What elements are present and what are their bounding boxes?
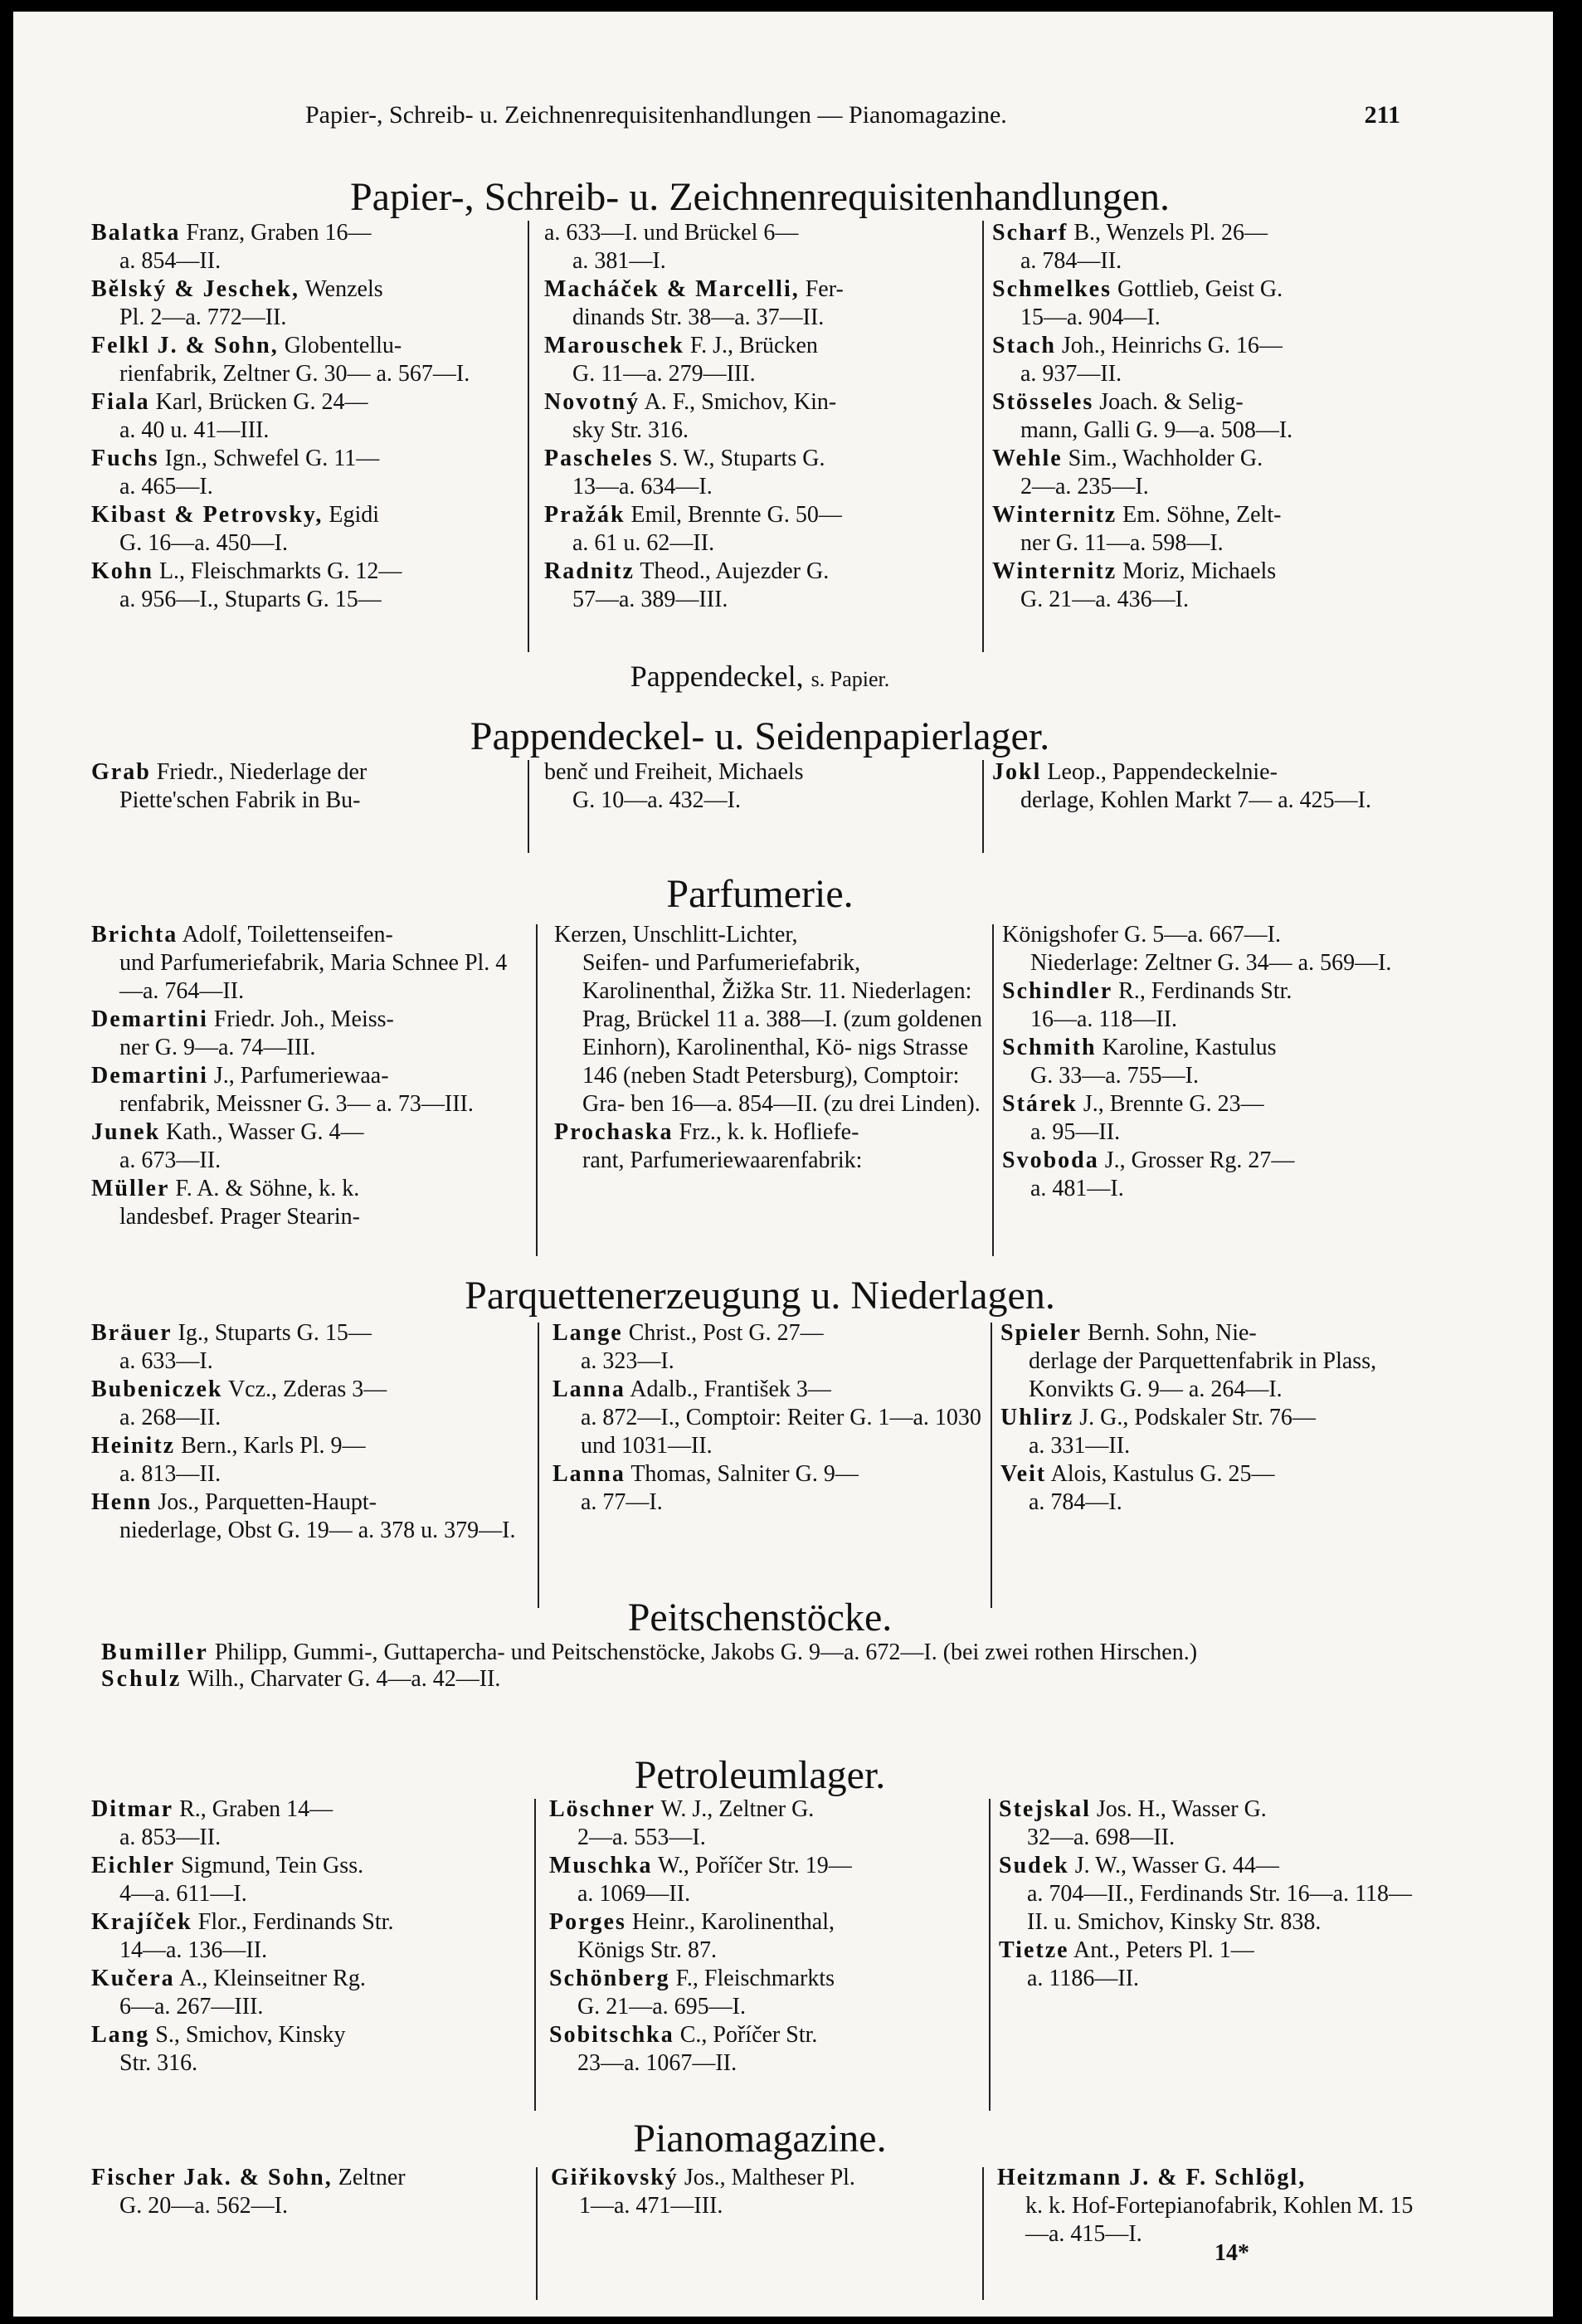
pappendeckel-col-2	[544, 758, 976, 815]
directory-entry	[992, 388, 1424, 445]
entry-detail: C., Poříčer Str.	[674, 2022, 818, 2048]
entry-continuation: landesbef. Prager Stearin-	[119, 1204, 360, 1230]
directory-entry	[992, 275, 1424, 332]
directory-entry	[91, 501, 523, 558]
entry-continuation: 32—a. 698—II.	[1027, 1825, 1176, 1850]
directory-entry	[999, 1795, 1430, 1852]
entry-name: Prochaska	[554, 1119, 674, 1145]
directory-entry	[992, 219, 1424, 275]
entry-detail: Friedr. Joh., Meiss-	[207, 1006, 394, 1032]
entry-name: Müller	[91, 1176, 170, 1201]
entry-detail: Adolf, Toilettenseifen-	[178, 922, 393, 948]
entry-continuation: a. 465—I.	[119, 474, 213, 499]
entry-continuation: Seifen- und Parfumeriefabrik, Karolinenthal, Žižka Str. 11. Niederlagen: Prag, Brückel 11 a. 388—I. (zum goldenen Einhorn), Karolinenthal, Kö- nigs Strasse 146 (neben Stadt Petersburg), Comptoir: Gra- ben 16—a. 854—II. (zu drei Linden).	[582, 950, 982, 1117]
page-number: 211	[1364, 101, 1400, 129]
directory-entry	[554, 921, 986, 1118]
document-page	[13, 12, 1553, 2317]
directory-entry	[91, 388, 523, 445]
section-title-parquetten: Parquettenerzeugung u. Niederlagen.	[465, 1274, 1055, 1318]
entry-name: Bumiller	[101, 1639, 209, 1665]
column-divider	[528, 760, 529, 853]
directory-entry	[544, 332, 976, 388]
directory-entry	[544, 558, 976, 614]
entry-continuation: G. 21—a. 695—I.	[577, 1994, 746, 2019]
entry-detail: Zeltner	[332, 2165, 406, 2190]
entry-detail: Bern., Karls Pl. 9—	[175, 1433, 366, 1459]
entry-continuation: rienfabrik, Zeltner G. 30— a. 567—I.	[119, 361, 470, 387]
entry-continuation: a. 77—I.	[581, 1489, 663, 1515]
column-divider	[989, 1799, 991, 2111]
directory-entry	[91, 1118, 523, 1175]
entry-detail: Joach. & Selig-	[1093, 389, 1244, 415]
entry-name: Löschner	[549, 1796, 655, 1822]
entry-continuation: a. 784—II.	[1020, 248, 1122, 274]
directory-entry	[544, 219, 976, 275]
entry-name: Lanna	[552, 1461, 625, 1487]
entry-continuation: 15—a. 904—I.	[1020, 305, 1161, 330]
entry-name: Bubeniczek	[91, 1376, 223, 1402]
entry-continuation: G. 20—a. 562—I.	[119, 2193, 288, 2219]
section-title-parfumerie: Parfumerie.	[666, 872, 854, 916]
petroleum-col-1	[91, 1795, 523, 2078]
directory-entry	[552, 1376, 984, 1460]
entry-continuation: derlage der Parquettenfabrik in Plass, Konvikts G. 9— a. 264—I.	[1029, 1348, 1377, 1402]
entry-detail: Em. Söhne, Zelt-	[1117, 502, 1282, 528]
entry-detail: Jos., Parquetten-Haupt-	[152, 1489, 377, 1515]
entry-name: Stárek	[1002, 1091, 1078, 1117]
entry-name: Brichta	[91, 922, 178, 948]
entry-detail: Kath., Wasser G. 4—	[160, 1119, 364, 1145]
directory-entry	[91, 2021, 523, 2078]
entry-continuation: 2—a. 235—I.	[1020, 474, 1149, 499]
directory-entry	[1002, 921, 1434, 977]
directory-entry	[91, 1175, 523, 1231]
entry-name: Felkl J. & Sohn,	[91, 333, 279, 358]
entry-detail: Moriz, Michaels	[1117, 558, 1277, 584]
directory-entry	[992, 558, 1424, 614]
entry-detail: Bernh. Sohn, Nie-	[1082, 1320, 1257, 1346]
entry-continuation: Niederlage: Zeltner G. 34— a. 569—I.	[1030, 950, 1392, 976]
directory-entry	[91, 1376, 523, 1432]
entry-detail: a. 633—I. und Brückel 6—	[544, 220, 799, 246]
entry-detail: Heinr., Karolinenthal,	[625, 1909, 835, 1935]
entry-detail: Ign., Schwefel G. 11—	[158, 446, 380, 471]
entry-name: Marouschek	[544, 333, 684, 358]
entry-name: Svoboda	[1002, 1147, 1099, 1173]
entry-detail: Ant., Peters Pl. 1—	[1068, 1937, 1254, 1963]
directory-entry	[992, 758, 1424, 815]
entry-continuation: mann, Galli G. 9—a. 508—I.	[1020, 417, 1293, 443]
entry-continuation: rant, Parfumeriewaarenfabrik:	[582, 1147, 863, 1173]
entry-detail: S. W., Stuparts G.	[653, 446, 825, 471]
entry-name: Winternitz	[992, 558, 1117, 584]
entry-continuation: a. 784—I.	[1029, 1489, 1122, 1515]
entry-continuation: a. 1069—II.	[577, 1881, 691, 1907]
entry-detail: J., Grosser Rg. 27—	[1098, 1147, 1295, 1173]
entry-name: Scharf	[992, 220, 1068, 246]
pappendeckel-col-1	[91, 758, 523, 815]
crossref-title: Pappendeckel,	[630, 660, 804, 693]
directory-entry	[91, 921, 523, 1006]
entry-name: Uhlirz	[1000, 1405, 1074, 1430]
entry-continuation: a. 381—I.	[572, 248, 666, 274]
directory-entry	[91, 1062, 523, 1118]
column-divider	[538, 1323, 539, 1608]
papier-col-1	[91, 219, 523, 614]
entry-name: Bräuer	[91, 1320, 173, 1346]
directory-entry	[91, 1908, 523, 1965]
entry-name: Kibast & Petrovsky,	[91, 502, 324, 528]
entry-continuation: ner G. 11—a. 598—I.	[1020, 530, 1224, 556]
entry-continuation: G. 33—a. 755—I.	[1030, 1063, 1199, 1089]
entry-detail: Jos. H., Wasser G.	[1090, 1796, 1267, 1822]
papier-col-2	[544, 219, 976, 614]
entry-continuation: k. k. Hof-Fortepianofabrik, Kohlen M. 15—a. 415—I.	[1025, 2193, 1414, 2247]
entry-name: Schindler	[1002, 978, 1113, 1004]
entry-name: Heinitz	[91, 1433, 176, 1459]
entry-detail: Karl, Brücken G. 24—	[149, 389, 368, 415]
column-divider	[982, 760, 984, 853]
entry-continuation: a. 331—II.	[1029, 1433, 1131, 1459]
directory-entry	[999, 1937, 1430, 1993]
entry-detail: Thomas, Salniter G. 9—	[625, 1461, 859, 1487]
entry-continuation: G. 21—a. 436—I.	[1020, 587, 1189, 612]
entry-detail: Globentellu-	[278, 333, 402, 358]
entry-continuation: a. 95—II.	[1030, 1119, 1121, 1145]
section-title-papier: Papier-, Schreib- u. Zeichnenrequisitenhandlungen.	[349, 175, 1171, 219]
entry-name: Demartini	[91, 1063, 208, 1089]
entry-continuation: 2—a. 553—I.	[577, 1825, 706, 1850]
entry-name: Wehle	[992, 446, 1063, 471]
entry-name: Porges	[549, 1909, 626, 1935]
entry-name: Spieler	[1000, 1320, 1082, 1346]
entry-name: Grab	[91, 759, 151, 785]
entry-name: Fiala	[91, 389, 150, 415]
entry-continuation: 23—a. 1067—II.	[577, 2050, 737, 2076]
directory-entry	[549, 1965, 981, 2021]
entry-continuation: sky Str. 316.	[572, 417, 689, 443]
entry-detail: J., Brennte G. 23—	[1077, 1091, 1264, 1117]
entry-continuation: G. 11—a. 279—III.	[572, 361, 756, 387]
entry-name: Balatka	[91, 220, 181, 246]
entry-continuation: 13—a. 634—I.	[572, 474, 713, 499]
column-divider	[991, 1323, 992, 1608]
entry-name: Heitzmann J. & F. Schlögl,	[997, 2165, 1307, 2190]
directory-entry	[1000, 1460, 1432, 1517]
header-title: Papier-, Schreib- u. Zeichnenrequisitenhandlungen — Pianomagazine.	[305, 101, 1007, 129]
directory-entry	[544, 445, 976, 501]
entry-name: Winternitz	[992, 502, 1117, 528]
entry-continuation: a. 937—II.	[1020, 361, 1122, 387]
directory-entry	[1002, 1090, 1434, 1147]
entry-name: Sobitschka	[549, 2022, 674, 2048]
signature-mark: 14*	[1214, 2240, 1249, 2266]
directory-entry	[997, 2164, 1429, 2248]
entry-detail: Wenzels	[299, 276, 383, 302]
entry-name: Giřikovský	[551, 2165, 679, 2190]
entry-name: Lanna	[552, 1376, 625, 1402]
directory-entry	[91, 1488, 523, 1545]
directory-entry	[549, 1795, 981, 1852]
entry-name: Eichler	[91, 1853, 176, 1878]
directory-entry	[549, 1908, 981, 1965]
piano-col-1	[91, 2164, 523, 2220]
entry-name: Stejskal	[999, 1796, 1091, 1822]
entry-detail: Gottlieb, Geist G.	[1112, 276, 1283, 302]
entry-detail: Frz., k. k. Hofliefe-	[673, 1119, 859, 1145]
entry-name: Veit	[1000, 1461, 1047, 1487]
entry-detail: J., Parfumeriewaa-	[207, 1063, 389, 1089]
entry-detail: Adalb., František 3—	[625, 1376, 831, 1402]
entry-continuation: a. 854—II.	[119, 248, 221, 274]
entry-name: Stösseles	[992, 389, 1094, 415]
entry-continuation: G. 16—a. 450—I.	[119, 530, 288, 556]
directory-entry	[1002, 1147, 1434, 1203]
directory-entry	[91, 1965, 523, 2021]
column-divider	[536, 2167, 538, 2300]
entry-detail: Sim., Wachholder G.	[1062, 446, 1263, 471]
parfumerie-col-2	[554, 921, 986, 1175]
pappendeckel-crossref	[630, 659, 890, 694]
entry-detail: L., Fleischmarkts G. 12—	[153, 558, 402, 584]
piano-col-3	[997, 2164, 1429, 2248]
entry-detail: Flor., Ferdinands Str.	[192, 1909, 394, 1935]
entry-detail: F., Fleischmarkts	[669, 1966, 835, 1991]
directory-entry	[91, 1006, 523, 1062]
section-title-petroleum: Petroleumlager.	[634, 1753, 886, 1797]
directory-entry	[544, 758, 976, 815]
entry-detail: Kerzen, Unschlitt-Lichter,	[554, 922, 798, 948]
entry-detail: J. W., Wasser G. 44—	[1068, 1853, 1279, 1878]
section-title-piano: Pianomagazine.	[633, 2117, 887, 2161]
section-title-peitschen: Peitschenstöcke.	[627, 1596, 893, 1639]
entry-name: Bělský & Jeschek,	[91, 276, 299, 302]
directory-entry	[992, 332, 1424, 388]
entry-detail: W., Poříčer Str. 19—	[652, 1853, 852, 1878]
peitschen-list	[101, 1639, 1445, 1693]
directory-entry	[91, 1432, 523, 1488]
directory-entry	[549, 2021, 981, 2078]
entry-continuation: ner G. 9—a. 74—III.	[119, 1035, 316, 1060]
entry-detail: Egidi	[323, 502, 380, 528]
entry-name: Pražák	[544, 502, 625, 528]
entry-detail: A. F., Smichov, Kin-	[640, 389, 837, 415]
entry-continuation: G. 10—a. 432—I.	[572, 787, 741, 813]
entry-continuation: 57—a. 389—III.	[572, 587, 728, 612]
entry-detail: Friedr., Niederlage der	[150, 759, 368, 785]
directory-entry	[91, 1795, 523, 1852]
directory-entry	[91, 2164, 523, 2220]
entry-name: Henn	[91, 1489, 153, 1515]
entry-detail: Leop., Pappendeckelnie-	[1041, 759, 1278, 785]
entry-detail: Vcz., Zderas 3—	[222, 1376, 387, 1402]
entry-detail: J. G., Podskaler Str. 76—	[1073, 1405, 1316, 1430]
entry-name: Sudek	[999, 1853, 1069, 1878]
entry-continuation: a. 956—I., Stuparts G. 15—	[119, 587, 382, 612]
entry-continuation: und Parfumeriefabrik, Maria Schnee Pl. 4—a. 764—II.	[119, 950, 508, 1004]
entry-continuation: 1—a. 471—III.	[579, 2193, 723, 2219]
entry-continuation: renfabrik, Meissner G. 3— a. 73—III.	[119, 1091, 474, 1117]
entry-continuation: niederlage, Obst G. 19— a. 378 u. 379—I.	[119, 1518, 516, 1543]
directory-entry	[999, 1852, 1430, 1937]
entry-name: Schmelkes	[992, 276, 1112, 302]
directory-entry	[549, 1852, 981, 1908]
crossref-target: s. Papier.	[810, 667, 890, 691]
entry-detail: benč und Freiheit, Michaels	[544, 759, 804, 785]
directory-entry	[544, 275, 976, 332]
entry-continuation: a. 40 u. 41—III.	[119, 417, 270, 443]
entry-continuation: Piette'schen Fabrik in Bu-	[119, 787, 361, 813]
directory-entry	[91, 275, 523, 332]
directory-entry	[544, 388, 976, 445]
entry-continuation: 4—a. 611—I.	[119, 1881, 247, 1907]
entry-name: Ditmar	[91, 1796, 174, 1822]
entry-continuation: dinands Str. 38—a. 37—II.	[572, 305, 825, 330]
entry-detail: Theod., Aujezder G.	[634, 558, 830, 584]
parquetten-col-3	[1000, 1319, 1432, 1517]
entry-name: Fischer Jak. & Sohn,	[91, 2165, 333, 2190]
directory-entry	[554, 1118, 986, 1175]
entry-name: Lang	[91, 2022, 150, 2048]
entry-continuation: a. 61 u. 62—II.	[572, 530, 715, 556]
entry-detail: F. J., Brücken	[684, 333, 818, 358]
entry-continuation: Str. 316.	[119, 2050, 198, 2076]
parfumerie-col-3	[1002, 921, 1434, 1203]
entry-name: Macháček & Marcelli,	[544, 276, 800, 302]
entry-name: Schulz	[101, 1666, 183, 1692]
directory-entry	[551, 2164, 982, 2220]
entry-continuation: a. 872—I., Comptoir: Reiter G. 1—a. 1030 und 1031—II.	[581, 1405, 981, 1459]
section-title-pappendeckel: Pappendeckel- u. Seidenpapierlager.	[470, 714, 1050, 758]
directory-entry	[992, 445, 1424, 501]
entry-detail: B., Wenzels Pl. 26—	[1068, 220, 1268, 246]
entry-detail: S., Smichov, Kinsky	[149, 2022, 346, 2048]
entry-name: Fuchs	[91, 446, 159, 471]
entry-continuation: Pl. 2—a. 772—II.	[119, 305, 287, 330]
entry-name: Krajíček	[91, 1909, 192, 1935]
directory-entry	[552, 1460, 984, 1517]
entry-name: Muschka	[549, 1853, 653, 1878]
directory-entry	[91, 332, 523, 388]
entry-detail: R., Ferdinands Str.	[1112, 978, 1292, 1004]
entry-name: Kučera	[91, 1966, 175, 1991]
directory-entry	[91, 758, 523, 815]
entry-continuation: derlage, Kohlen Markt 7— a. 425—I.	[1020, 787, 1371, 813]
entry-detail: Joh., Heinrichs G. 16—	[1055, 333, 1283, 358]
entry-detail: Alois, Kastulus G. 25—	[1046, 1461, 1275, 1487]
entry-continuation: 6—a. 267—III.	[119, 1994, 264, 2019]
entry-name: Pascheles	[544, 446, 654, 471]
entry-name: Junek	[91, 1119, 161, 1145]
entry-detail: Franz, Graben 16—	[180, 220, 372, 246]
petroleum-col-3	[999, 1795, 1430, 1993]
entry-detail: Fer-	[799, 276, 844, 302]
directory-entry	[91, 445, 523, 501]
papier-col-3	[992, 219, 1424, 614]
entry-detail: R., Graben 14—	[173, 1796, 333, 1822]
entry-continuation: a. 323—I.	[581, 1348, 674, 1374]
entry-name: Novotný	[544, 389, 640, 415]
entry-continuation: a. 268—II.	[119, 1405, 221, 1430]
entry-detail: Wilh., Charvater G. 4—a. 42—II.	[182, 1666, 501, 1692]
entry-detail: Karoline, Kastulus	[1096, 1035, 1277, 1060]
column-divider	[992, 924, 994, 1256]
directory-entry	[1002, 1034, 1434, 1090]
directory-entry	[91, 1852, 523, 1908]
parfumerie-col-1	[91, 921, 523, 1231]
directory-entry	[91, 558, 523, 614]
entry-continuation: a. 1186—II.	[1027, 1966, 1140, 1991]
petroleum-col-2	[549, 1795, 981, 2078]
entry-name: Stach	[992, 333, 1056, 358]
entry-detail: F. A. & Söhne, k. k.	[169, 1176, 360, 1201]
directory-entry	[1000, 1404, 1432, 1460]
pappendeckel-col-3	[992, 758, 1424, 815]
entry-detail: Philipp, Gummi-, Guttapercha- und Peitschenstöcke, Jakobs G. 9—a. 672—I. (bei zwei rothen Hirschen.)	[208, 1639, 1198, 1665]
directory-entry	[101, 1666, 1445, 1693]
parquetten-col-1	[91, 1319, 523, 1545]
column-divider	[528, 221, 529, 652]
column-divider	[536, 924, 538, 1256]
entry-continuation: a. 853—II.	[119, 1825, 221, 1850]
parquetten-col-2	[552, 1319, 984, 1517]
entry-name: Kohn	[91, 558, 153, 584]
column-divider	[982, 221, 984, 652]
directory-entry	[101, 1639, 1445, 1666]
entry-detail: W. J., Zeltner G.	[655, 1796, 815, 1822]
entry-detail: Christ., Post G. 27—	[622, 1320, 824, 1346]
entry-name: Radnitz	[544, 558, 635, 584]
entry-detail: Ig., Stuparts G. 15—	[172, 1320, 372, 1346]
entry-name: Tietze	[999, 1937, 1069, 1963]
entry-name: Jokl	[992, 759, 1042, 785]
entry-name: Demartini	[91, 1006, 208, 1032]
directory-entry	[552, 1319, 984, 1376]
directory-entry	[1002, 977, 1434, 1034]
entry-continuation: a. 673—II.	[119, 1147, 221, 1173]
piano-col-2	[551, 2164, 982, 2220]
entry-name: Lange	[552, 1320, 623, 1346]
directory-entry	[91, 1319, 523, 1376]
entry-continuation: 16—a. 118—II.	[1030, 1006, 1178, 1032]
entry-detail: A., Kleinseitner Rg.	[174, 1966, 366, 1991]
entry-detail: Königshofer G. 5—a. 667—I.	[1002, 922, 1281, 948]
entry-detail: Sigmund, Tein Gss.	[175, 1853, 364, 1878]
entry-detail: Emil, Brennte G. 50—	[625, 502, 842, 528]
column-divider	[982, 2167, 984, 2300]
entry-detail: Jos., Maltheser Pl.	[678, 2165, 855, 2190]
entry-continuation: a. 633—I.	[119, 1348, 213, 1374]
entry-name: Schmith	[1002, 1035, 1097, 1060]
entry-name: Schönberg	[549, 1966, 670, 1991]
entry-continuation: 14—a. 136—II.	[119, 1937, 268, 1963]
entry-continuation: Königs Str. 87.	[577, 1937, 718, 1963]
entry-continuation: a. 813—II.	[119, 1461, 221, 1487]
entry-continuation: a. 704—II., Ferdinands Str. 16—a. 118—II. u. Smichov, Kinsky Str. 838.	[1027, 1881, 1413, 1935]
directory-entry	[992, 501, 1424, 558]
entry-continuation: a. 481—I.	[1030, 1176, 1124, 1201]
directory-entry	[1000, 1319, 1432, 1404]
column-divider	[534, 1799, 536, 2111]
directory-entry	[91, 219, 523, 275]
directory-entry	[544, 501, 976, 558]
